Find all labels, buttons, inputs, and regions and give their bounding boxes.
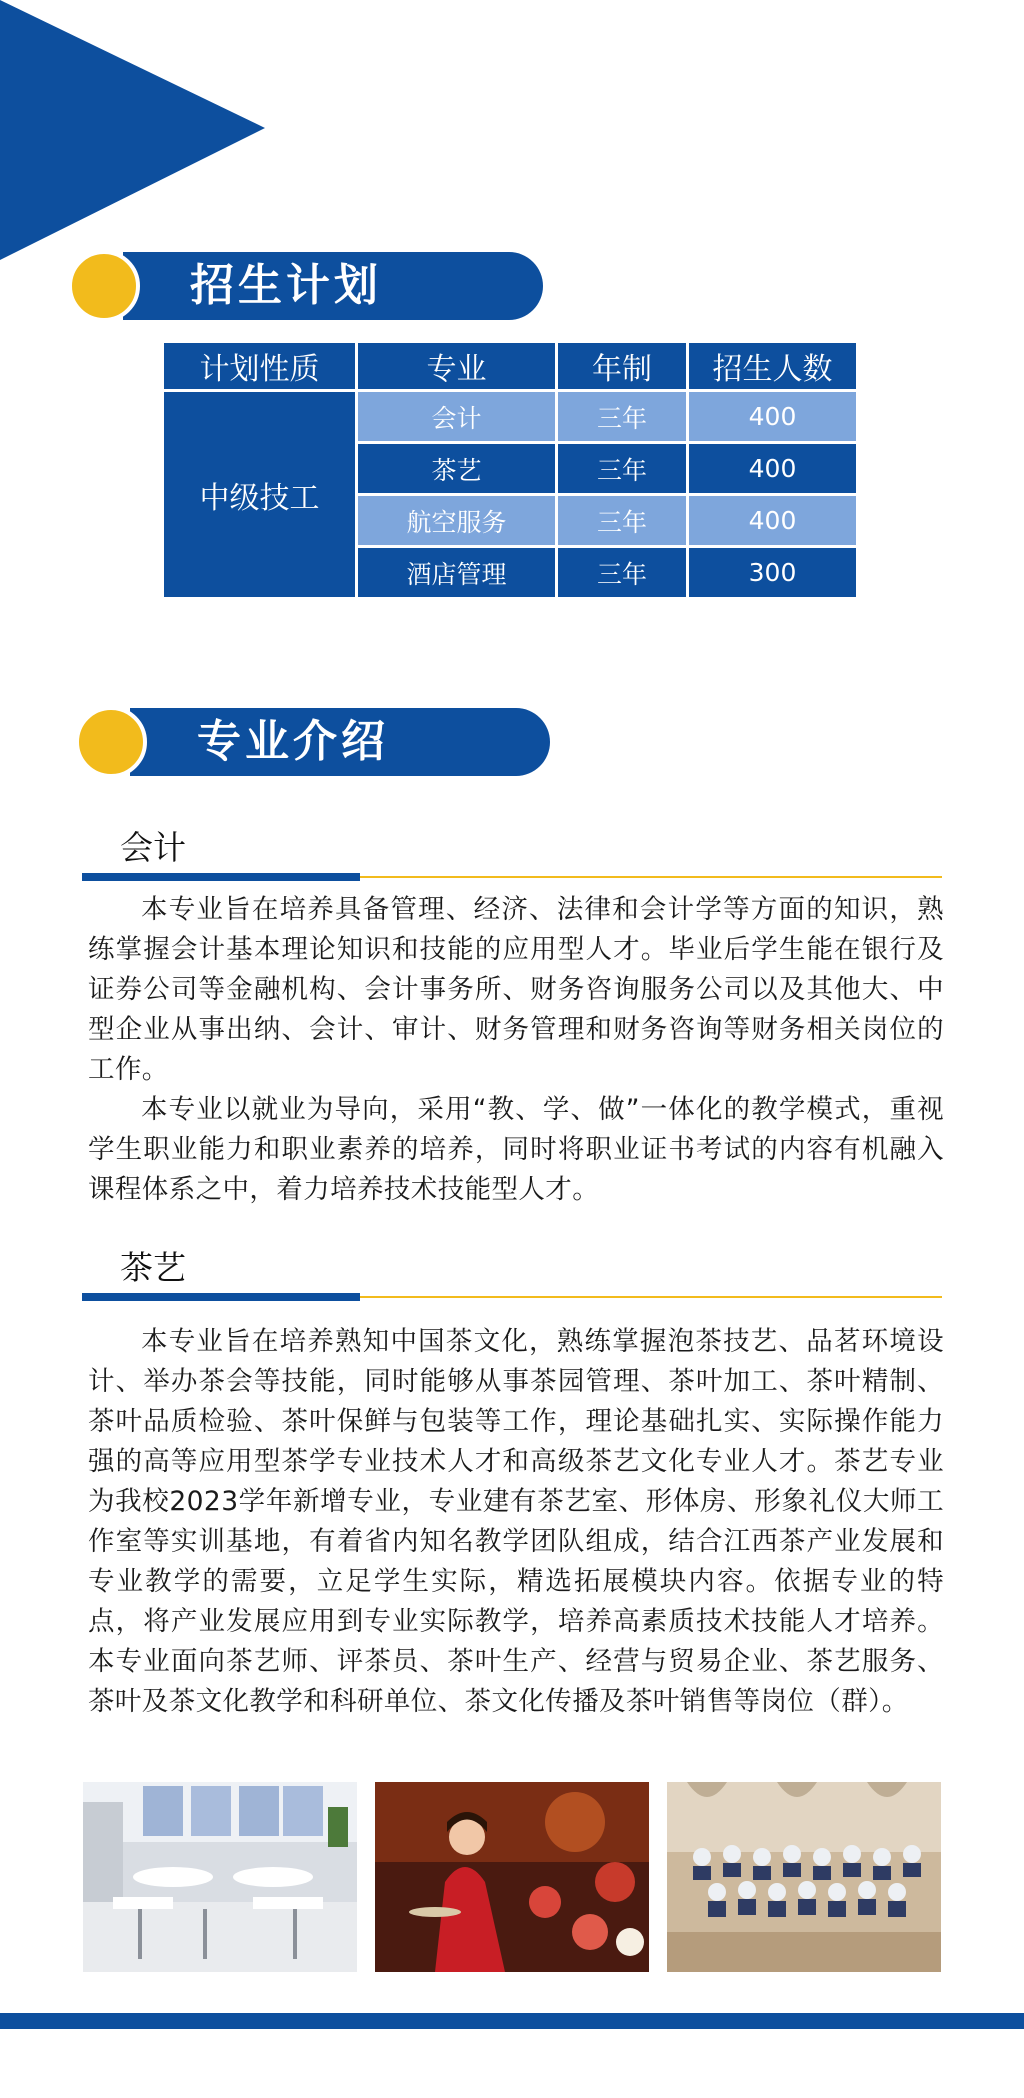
header-major: 专业 [358, 343, 555, 389]
subheader-accent [82, 873, 360, 881]
classroom-photo [83, 1782, 357, 1972]
count-cell: 400 [689, 392, 856, 441]
count-cell: 400 [689, 496, 856, 545]
header-nature: 计划性质 [164, 343, 355, 389]
table-header-row [164, 343, 856, 389]
plan-section-title: 招生计划 [190, 260, 382, 311]
accounting-paragraph-1: 本专业旨在培养具备管理、经济、法律和会计学等方面的知识，熟练掌握会计基本理论知识和技能的应用型人才。毕业后学生能在银行及证券公司等金融机构、会计事务所、财务咨询服务公司以及其他大、中型企业从事出纳、会计、审计、财务管理和财务咨询等财务相关岗位的工作。 [88, 894, 944, 1085]
tea-service-photo [375, 1782, 649, 1972]
major-cell: 航空服务 [358, 496, 555, 545]
accounting-title: 会计 [120, 828, 186, 867]
subheader-accent [82, 1293, 360, 1301]
major-cell: 茶艺 [358, 444, 555, 493]
section-header-dot [75, 706, 147, 778]
enrollment-plan-table [161, 340, 859, 600]
accounting-paragraph-2: 本专业以就业为导向，采用“教、学、做”一体化的教学模式，重视学生职业能力和职业素养的培养，同时将职业证书考试的内容有机融入课程体系之中，着力培养技术技能型人才。 [88, 1094, 944, 1205]
intro-section-header [75, 708, 495, 776]
major-cell: 会计 [358, 392, 555, 441]
plan-nature-cell: 中级技工 [164, 392, 355, 597]
header-count: 招生人数 [689, 343, 856, 389]
years-cell: 三年 [558, 444, 686, 493]
major-cell: 酒店管理 [358, 548, 555, 597]
table-row [164, 392, 856, 441]
count-cell: 300 [689, 548, 856, 597]
bottom-bar [0, 2013, 1024, 2029]
tea-paragraph: 本专业旨在培养熟知中国茶文化，熟练掌握泡茶技艺、品茗环境设计、举办茶会等技能，同时能够从事茶园管理、茶叶加工、茶叶精制、茶叶品质检验、茶叶保鲜与包装等工作，理论基础扎实、实际操作能力强的高等应用型茶学专业技术人才和高级茶艺文化专业人才。茶艺专业为我校2023学年新增专业，专业建有茶艺室、形体房、形象礼仪大师工作室等实训基地，有着省内知名教学团队组成，结合江西茶产业发展和专业教学的需要，立足学生实际，精选拓展模块内容。依据专业的特点，将产业发展应用到专业实际教学，培养高素质技术技能人才培养。本专业面向茶艺师、评茶员、茶叶生产、经营与贸易企业、茶艺服务、茶叶及茶文化教学和科研单位、茶文化传播及茶叶销售等岗位（群）。 [88, 1326, 944, 1717]
section-header-dot [68, 250, 140, 322]
count-cell: 400 [689, 444, 856, 493]
student-group-photo [667, 1782, 941, 1972]
years-cell: 三年 [558, 548, 686, 597]
tea-title: 茶艺 [120, 1248, 186, 1287]
header-years: 年制 [558, 343, 686, 389]
years-cell: 三年 [558, 496, 686, 545]
years-cell: 三年 [558, 392, 686, 441]
corner-triangle-decoration [0, 0, 265, 260]
intro-section-title: 专业介绍 [197, 716, 389, 767]
plan-section-header [68, 252, 488, 320]
